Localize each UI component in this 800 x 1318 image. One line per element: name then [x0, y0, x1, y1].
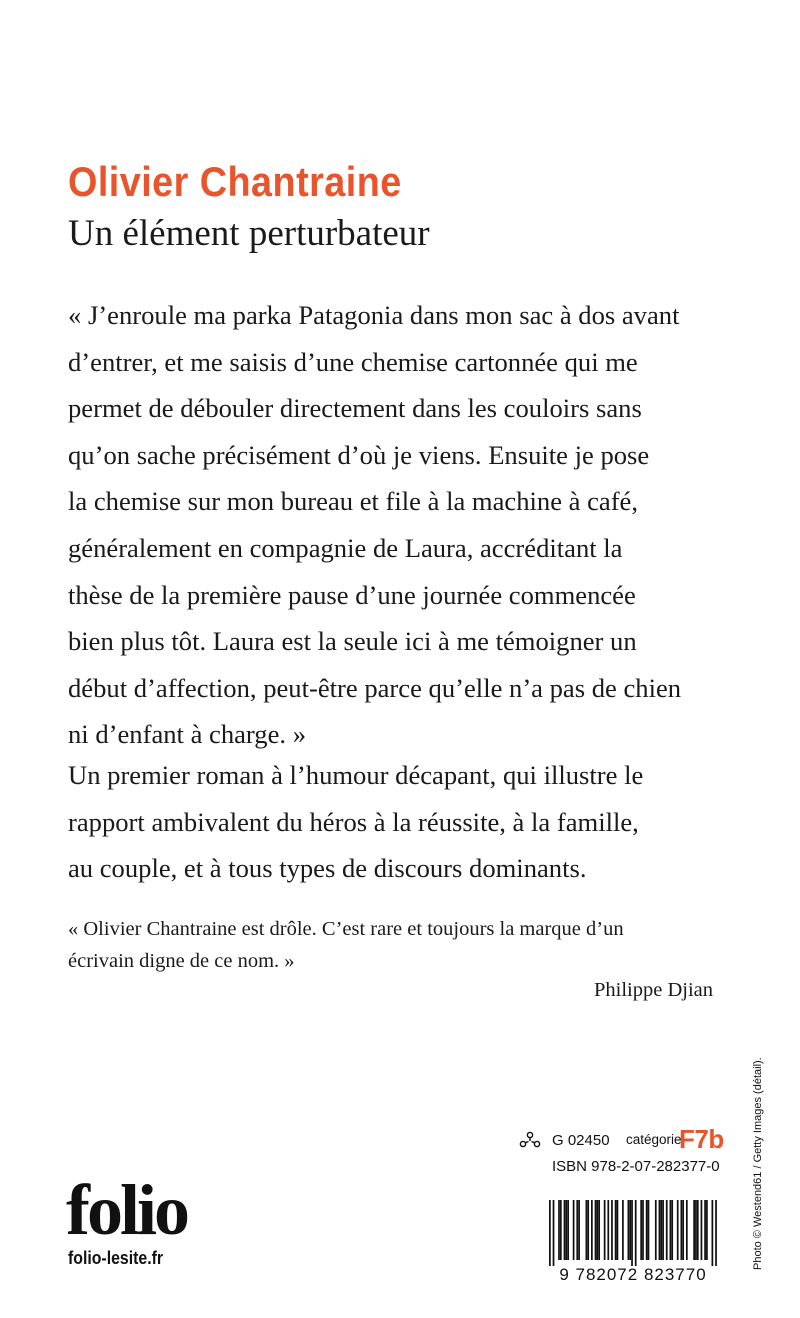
barcode-bar [567, 1200, 569, 1260]
barcode-bar [701, 1200, 703, 1260]
barcode-bar [648, 1200, 650, 1260]
barcode-bar [560, 1200, 562, 1260]
barcode-bar [659, 1200, 661, 1260]
barcode-bar [660, 1200, 662, 1260]
barcode-bar [617, 1200, 619, 1260]
barcode-bar [695, 1200, 697, 1260]
barcode-bar [607, 1200, 609, 1260]
review-author: Philippe Djian [593, 979, 713, 1001]
quote-line: ni d’enfant à charge. » [68, 719, 307, 750]
barcode-bar [635, 1200, 637, 1266]
gallimard-emblem-icon [518, 1131, 542, 1149]
barcode-bar [670, 1200, 672, 1260]
barcode-bar [553, 1200, 555, 1266]
barcode-bar [715, 1200, 717, 1266]
review-line: écrivain digne de ce nom. » [68, 950, 295, 972]
barcode-bar [565, 1200, 567, 1260]
isbn: ISBN 978-2-07-282377-0 [552, 1158, 720, 1175]
barcode-bar [615, 1200, 617, 1260]
barcode-bar [578, 1200, 580, 1260]
summary-line: au couple, et à tous types de discours dominants. [68, 853, 587, 884]
barcode [548, 1200, 718, 1284]
barcode-bar [655, 1200, 657, 1260]
category-label: catégorie [626, 1132, 682, 1147]
publisher-website: folio-lesite.fr [68, 1248, 164, 1268]
quote-line: d’entrer, et me saisis d’une chemise cartonnée qui me [68, 346, 638, 377]
quote-line: permet de débouler directement dans les couloirs sans [68, 393, 642, 424]
category-value: F7b [679, 1124, 724, 1154]
book-title: Un élément perturbateur [68, 213, 430, 254]
barcode-bar [622, 1200, 624, 1260]
excerpt-quote [68, 292, 718, 758]
barcode-bar [604, 1200, 606, 1260]
barcode-bar [595, 1200, 597, 1260]
barcode-bar [686, 1200, 688, 1260]
barcode-bar [564, 1200, 566, 1260]
barcode-bar [712, 1200, 714, 1266]
barcode-bar [693, 1200, 695, 1260]
quote-line: bien plus tôt. Laura est la seule ici à me témoigner un [68, 626, 637, 657]
quote-line: la chemise sur mon bureau et file à la machine à café, [68, 486, 639, 517]
barcode-bar [697, 1200, 699, 1260]
barcode-bars [549, 1200, 717, 1266]
barcode-bar [576, 1200, 578, 1260]
barcode-bar [629, 1200, 631, 1260]
barcode-bar [631, 1200, 633, 1266]
barcode-bar [598, 1200, 600, 1260]
book-summary [68, 752, 718, 892]
review-line: « Olivier Chantraine est drôle. C’est rare et toujours la marque d’un [68, 918, 624, 940]
barcode-bar [549, 1200, 551, 1266]
author-name: Olivier Chantraine [68, 158, 402, 205]
quote-line: début d’affection, peut-être parce qu’elle n’a pas de chien [68, 672, 682, 703]
barcode-bar [677, 1200, 679, 1260]
quote-line: « J’enroule ma parka Patagonia dans mon sac à dos avant [68, 300, 680, 330]
barcode-bar [646, 1200, 648, 1260]
summary-line: rapport ambivalent du héros à la réussite, à la famille, [68, 806, 639, 837]
barcode-bar [671, 1200, 673, 1260]
photo-credit: Photo © Westend61 / Getty Images (détail). [752, 1057, 764, 1270]
barcode-bar [573, 1200, 575, 1260]
barcode-bar [704, 1200, 706, 1260]
quote-line: thèse de la première pause d’une journée commencée [68, 579, 636, 610]
barcode-bar [587, 1200, 589, 1260]
barcode-bar [611, 1200, 613, 1260]
barcode-bar [706, 1200, 708, 1260]
barcode-bar [591, 1200, 593, 1260]
quote-line: qu’on sache précisément d’où je viens. Ensuite je pose [68, 439, 650, 470]
barcode-bar [596, 1200, 598, 1260]
barcode-bar [586, 1200, 588, 1260]
barcode-bar [628, 1200, 630, 1260]
quote-line: généralement en compagnie de Laura, accréditant la [68, 532, 623, 563]
barcode-bar [558, 1200, 560, 1260]
catalog-code: G 02450 [552, 1132, 610, 1149]
barcode-bar [662, 1200, 664, 1260]
summary-line: Un premier roman à l’humour décapant, qui illustre le [68, 760, 644, 790]
barcode-bar [682, 1200, 684, 1260]
barcode-bar [642, 1200, 644, 1260]
barcode-bar [666, 1200, 668, 1260]
barcode-bar [680, 1200, 682, 1260]
barcode-number: 9 782072 823770 [559, 1265, 707, 1284]
publisher-logo: folio [66, 1170, 187, 1250]
barcode-bar [640, 1200, 642, 1260]
press-review [68, 913, 718, 977]
